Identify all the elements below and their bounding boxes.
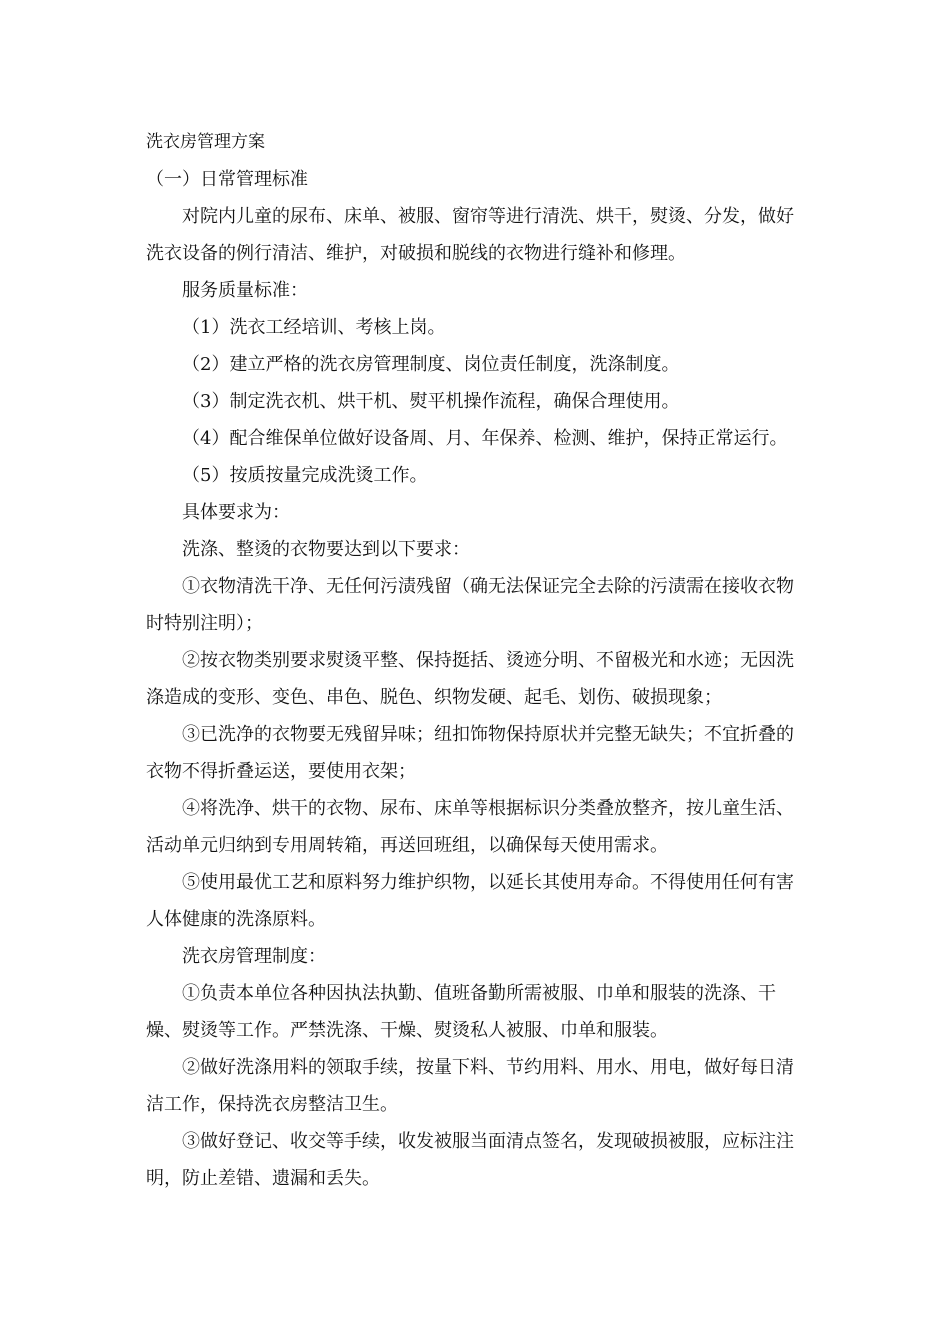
requirement-item: ②按衣物类别要求熨烫平整、保持挺括、烫迹分明、不留极光和水迹；无因洗涤造成的变形、变色、串色、脱色、织物发硬、起毛、划伤、破损现象； [146, 650, 794, 708]
requirement-item: ④将洗净、烘干的衣物、尿布、床单等根据标识分类叠放整齐，按儿童生活、活动单元归纳到专用周转箱，再送回班组，以确保每天使用需求。 [146, 798, 794, 856]
rule-item: ①负责本单位各种因执法执勤、值班备勤所需被服、巾单和服装的洗涤、干燥、熨烫等工作。严禁洗涤、干燥、熨烫私人被服、巾单和服装。 [146, 983, 776, 1041]
paragraph-quality-heading: 服务质量标准： [182, 280, 308, 301]
requirement-item: ⑤使用最优工艺和原料努力维护织物，以延长其使用寿命。不得使用任何有害人体健康的洗涤原料。 [146, 872, 794, 930]
requirement-item: ③已洗净的衣物要无残留异味；纽扣饰物保持原状并完整无缺失；不宜折叠的衣物不得折叠运送，要使用衣架； [146, 724, 794, 782]
requirement-item: ①衣物清洗干净、无任何污渍残留（确无法保证完全去除的污渍需在接收衣物时特别注明）； [146, 576, 794, 634]
paragraph-requirements-heading: 具体要求为： [182, 502, 290, 523]
document-title: 洗衣房管理方案 [146, 132, 265, 152]
list-item: （5）按质按量完成洗烫工作。 [182, 465, 428, 486]
list-item: （3）制定洗衣机、烘干机、熨平机操作流程，确保合理使用。 [182, 391, 680, 412]
paragraph-rules-heading: 洗衣房管理制度： [182, 946, 326, 967]
section-heading: （一）日常管理标准 [146, 169, 308, 190]
list-item: （1）洗衣工经培训、考核上岗。 [182, 317, 446, 338]
paragraph-intro: 对院内儿童的尿布、床单、被服、窗帘等进行清洗、烘干，熨烫、分发，做好洗衣设备的例行清洁、维护，对破损和脱线的衣物进行缝补和修理。 [146, 206, 794, 264]
list-item: （4）配合维保单位做好设备周、月、年保养、检测、维护，保持正常运行。 [182, 428, 788, 449]
document-body [146, 124, 810, 1197]
rule-item: ③做好登记、收交等手续，收发被服当面清点签名，发现破损被服，应标注注明，防止差错、遗漏和丢失。 [146, 1131, 794, 1189]
paragraph-washing-heading: 洗涤、整烫的衣物要达到以下要求： [182, 539, 470, 560]
rule-item: ②做好洗涤用料的领取手续，按量下料、节约用料、用水、用电，做好每日清洁工作，保持洗衣房整洁卫生。 [146, 1057, 794, 1115]
list-item: （2）建立严格的洗衣房管理制度、岗位责任制度，洗涤制度。 [182, 354, 680, 375]
